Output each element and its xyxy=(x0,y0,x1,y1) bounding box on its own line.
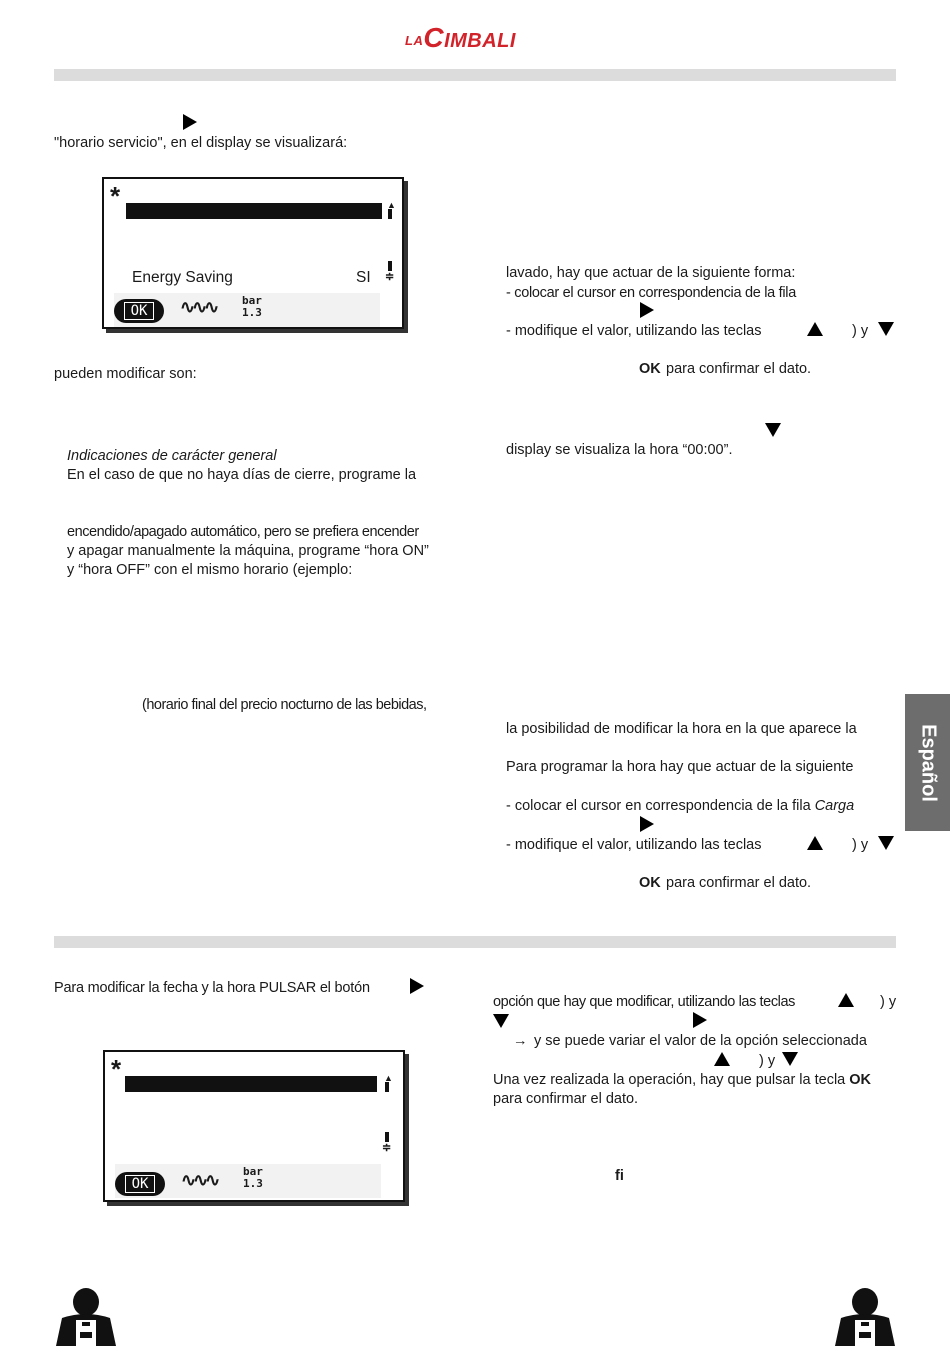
ok-key-label: OK xyxy=(639,361,661,377)
arrow-up-icon xyxy=(838,992,854,1008)
barista-icon xyxy=(833,1288,897,1346)
arrow-up-icon xyxy=(714,1051,730,1067)
wash-line-1: lavado, hay que actuar de la siguiente forma: xyxy=(506,265,796,281)
scrollbar-top xyxy=(385,1082,389,1092)
scrollbar-top xyxy=(388,209,392,219)
confirm-text: para confirmar el dato. xyxy=(666,361,812,377)
arrow-right-icon xyxy=(640,302,654,318)
arrow-right-icon xyxy=(640,816,654,832)
star-icon: * xyxy=(111,1054,122,1084)
star-icon: * xyxy=(110,181,121,211)
general-title: Indicaciones de carácter general xyxy=(67,448,277,464)
text-pueden-modificar: pueden modificar son: xyxy=(54,366,197,382)
scroll-up-icon: ▲ xyxy=(387,200,396,210)
program-text: Para programar la hora hay que actuar de la siguiente xyxy=(506,759,854,775)
general-line-3: y apagar manualmente la máquina, programe “hora ON” xyxy=(67,543,429,559)
pressure-readout: bar 1.3 xyxy=(242,294,262,319)
text-y: ) y xyxy=(852,323,869,339)
text-y: ) y xyxy=(759,1053,776,1069)
arrow-down-icon xyxy=(765,422,781,438)
row-value: SI xyxy=(356,269,371,286)
confirm-text: para confirmar el dato. xyxy=(493,1091,639,1107)
section-divider-middle xyxy=(54,936,896,948)
lcd-display-date-time xyxy=(103,1050,405,1202)
arrow-right-icon xyxy=(183,114,197,130)
wash-line-2: - colocar el cursor en correspondencia de la fila xyxy=(506,285,796,301)
text-y: ) y xyxy=(880,994,897,1010)
arrow-right-icon xyxy=(693,1012,707,1028)
arrow-right-icon xyxy=(410,978,424,994)
confirm-text: para confirmar el dato. xyxy=(666,875,812,891)
arrow-up-icon xyxy=(807,321,823,337)
vary-value-text: y se puede variar el valor de la opción seleccionada xyxy=(534,1033,867,1049)
arrow-down-icon xyxy=(782,1051,798,1067)
arrow-right-line-icon: → xyxy=(513,1033,528,1049)
modify-line: - modifique el valor, utilizando las teclas xyxy=(506,837,762,853)
general-line-4: y “hora OFF” con el mismo horario (ejemplo: xyxy=(67,562,353,578)
arrow-down-icon xyxy=(878,835,894,851)
wash-line-3: - modifique el valor, utilizando las teclas xyxy=(506,323,762,339)
arrow-down-icon xyxy=(878,321,894,337)
selected-row-highlight xyxy=(125,1076,377,1092)
option-text: opción que hay que modificar, utilizando las teclas xyxy=(493,994,796,1010)
text-y: ) y xyxy=(852,837,869,853)
cursor-line: - colocar el cursor en correspondencia de la fila Carga xyxy=(506,798,855,814)
barista-icon xyxy=(54,1288,118,1346)
ok-icon: OK xyxy=(114,299,164,323)
selected-row-highlight xyxy=(126,203,382,219)
done-text: Una vez realizada la operación, hay que pulsar la tecla OK xyxy=(493,1072,872,1088)
scroll-up-icon: ▲ xyxy=(384,1073,393,1083)
general-line-2: encendido/apagado automático, pero se prefiera encender xyxy=(67,524,419,540)
section-divider-top xyxy=(54,69,896,81)
possibility-text: la posibilidad de modificar la hora en la que aparece la xyxy=(506,721,857,737)
scroll-down-icon: ≑ xyxy=(385,271,395,283)
text-horario-servicio: "horario servicio", en el display se visualizará: xyxy=(54,135,348,151)
lcd-display-energy-saving xyxy=(102,177,404,329)
fi-text: fi xyxy=(615,1168,624,1184)
wave-icon: ∿∿∿ xyxy=(181,1170,218,1191)
row-label-energy-saving: Energy Saving xyxy=(132,269,233,286)
scroll-down-icon: ≑ xyxy=(382,1142,392,1154)
pressure-readout: bar 1.3 xyxy=(243,1165,263,1190)
arrow-down-icon xyxy=(493,1013,509,1029)
night-price-text: (horario final del precio nocturno de las bebidas, xyxy=(142,697,427,713)
display-time-text: display se visualiza la hora “00:00”. xyxy=(506,442,733,458)
arrow-up-icon xyxy=(807,835,823,851)
wave-icon: ∿∿∿ xyxy=(180,297,217,318)
ok-key-label: OK xyxy=(639,875,661,891)
ok-icon: OK xyxy=(115,1172,165,1196)
modify-date-text: Para modificar la fecha y la hora PULSAR el botón xyxy=(54,980,370,996)
language-tab: Español xyxy=(905,694,950,831)
general-line-1: En el caso de que no haya días de cierre, programe la xyxy=(67,467,417,483)
brand-logo: LACIMBALI xyxy=(405,22,516,53)
